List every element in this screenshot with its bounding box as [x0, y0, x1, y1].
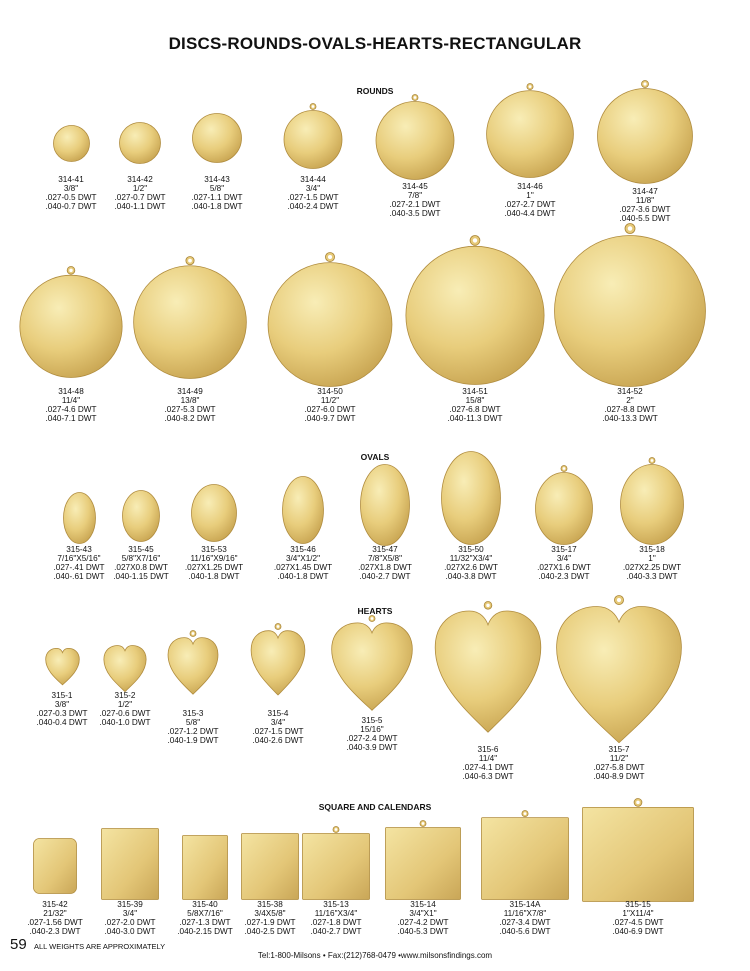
caption-w027: .027-4.1 DWT — [462, 763, 514, 772]
caption-w040: .040-3.3 DWT — [626, 572, 678, 581]
heart-blank-315-1 — [45, 648, 80, 686]
weights-note: ALL WEIGHTS ARE APPROXIMATELY — [34, 942, 166, 951]
caption-code: 315-5 — [361, 716, 383, 725]
caption-size: 5/8" — [185, 718, 201, 727]
product-caption — [390, 182, 441, 218]
square-blank-315-14A — [481, 810, 569, 900]
oval-blank-315-43 — [63, 492, 96, 544]
circle-blank-314-42 — [119, 122, 161, 164]
caption-size: 11/16"X9/16" — [190, 554, 238, 563]
page-number: 59 — [10, 936, 27, 953]
product-caption — [165, 387, 216, 423]
oval-blank-315-45 — [122, 490, 160, 542]
product-caption — [115, 175, 166, 211]
caption-w040: .040-.61 DWT — [53, 572, 105, 581]
caption-size: 21/32" — [43, 909, 67, 918]
product-caption — [288, 175, 339, 211]
caption-w040: .040-1.8 DWT — [191, 202, 243, 211]
caption-w027: .027-1.9 DWT — [244, 918, 296, 927]
caption-size: 3/4"X1" — [409, 909, 437, 918]
heart-blank-315-6 — [433, 601, 543, 736]
oval-blank-315-17 — [535, 465, 593, 545]
product-caption — [537, 545, 591, 581]
caption-code: 315-13 — [323, 900, 349, 909]
caption-w040: .040-8.2 DWT — [164, 414, 216, 423]
caption-w040: .040-2.7 DWT — [359, 572, 411, 581]
contact-line: Tel:1-800-Milsons • Fax:(212)768-0479 •www.milsonsfindings.com — [257, 951, 493, 960]
caption-w027: .027-0.6 DWT — [99, 709, 151, 718]
caption-size: 11/8" — [635, 196, 655, 205]
heart-blank-315-7 — [554, 595, 684, 747]
caption-w040: .040-1.1 DWT — [114, 202, 166, 211]
caption-size: 1/2" — [117, 700, 133, 709]
product-caption — [185, 545, 243, 581]
circle-blank-314-43 — [192, 113, 242, 163]
caption-code: 315-7 — [608, 745, 630, 754]
product-caption — [444, 545, 498, 581]
caption-w040: .040-6.3 DWT — [462, 772, 514, 781]
caption-w027: .027-6.8 DWT — [449, 405, 501, 414]
caption-w027: .027X1.25 DWT — [184, 563, 244, 572]
caption-w027: .027-3.6 DWT — [619, 205, 671, 214]
caption-size: 5/8X7/16" — [187, 909, 223, 918]
caption-w027: .027-1.5 DWT — [252, 727, 304, 736]
caption-w027: .027-2.4 DWT — [346, 734, 398, 743]
circle-blank-314-46 — [486, 83, 574, 178]
product-caption — [463, 745, 514, 781]
product-caption — [46, 175, 97, 211]
section-title-hearts: HEARTS — [357, 606, 393, 616]
caption-size: 11/32"X3/4" — [449, 554, 493, 563]
square-blank-315-13 — [302, 826, 370, 900]
caption-w040: .040-2.3 DWT — [538, 572, 590, 581]
caption-w040: .040-2.5 DWT — [244, 927, 296, 936]
caption-code: 314-45 — [402, 182, 428, 191]
caption-w040: .040-3.9 DWT — [346, 743, 398, 752]
caption-size: 11/16"X7/8" — [503, 909, 547, 918]
caption-code: 314-41 — [58, 175, 84, 184]
caption-w040: .040-0.7 DWT — [45, 202, 97, 211]
product-caption — [505, 182, 556, 218]
heart-blank-315-4 — [250, 623, 306, 697]
caption-size: 5/8" — [209, 184, 225, 193]
circle-blank-314-51 — [405, 235, 545, 385]
caption-code: 315-50 — [458, 545, 484, 554]
caption-w040: .040-3.0 DWT — [104, 927, 156, 936]
caption-size: 13/8" — [180, 396, 200, 405]
caption-w040: .040-5.6 DWT — [499, 927, 551, 936]
caption-code: 315-17 — [551, 545, 577, 554]
caption-w027: .027-2.0 DWT — [104, 918, 156, 927]
caption-w040: .040-1.8 DWT — [188, 572, 240, 581]
product-caption — [54, 545, 105, 581]
square-blank-315-15 — [582, 798, 694, 902]
circle-blank-314-49 — [131, 256, 249, 379]
caption-w040: .040-1.9 DWT — [167, 736, 219, 745]
heart-blank-315-3 — [167, 630, 219, 696]
caption-code: 315-46 — [290, 545, 316, 554]
caption-code: 314-52 — [617, 387, 643, 396]
caption-code: 314-44 — [300, 175, 326, 184]
product-caption — [46, 387, 97, 423]
caption-w040: .040-1.0 DWT — [99, 718, 151, 727]
caption-w040: .040-6.9 DWT — [612, 927, 664, 936]
oval-blank-315-18 — [620, 457, 684, 545]
caption-code: 315-43 — [66, 545, 92, 554]
caption-code: 315-53 — [201, 545, 227, 554]
caption-w040: .040-1.15 DWT — [113, 572, 169, 581]
caption-w040: .040-2.4 DWT — [287, 202, 339, 211]
caption-size: 11/2" — [609, 754, 629, 763]
caption-w040: .040-8.9 DWT — [593, 772, 645, 781]
caption-w040: .040-2.15 DWT — [177, 927, 233, 936]
product-caption — [613, 900, 664, 936]
caption-w027: .027-4.2 DWT — [397, 918, 449, 927]
caption-w027: .027-5.8 DWT — [593, 763, 645, 772]
circle-blank-314-47 — [595, 80, 695, 184]
caption-w027: .027-1.1 DWT — [191, 193, 243, 202]
caption-size: 2" — [626, 396, 634, 405]
caption-size: 7/16"X5/16" — [57, 554, 101, 563]
caption-w027: .027X1.8 DWT — [358, 563, 412, 572]
caption-w027: .027-5.3 DWT — [164, 405, 216, 414]
caption-w027: .027X0.8 DWT — [114, 563, 168, 572]
caption-code: 314-46 — [517, 182, 543, 191]
caption-size: 3/4" — [305, 184, 321, 193]
caption-w027: .027-2.7 DWT — [504, 200, 556, 209]
caption-w040: .040-13.3 DWT — [602, 414, 658, 423]
page-title: DISCS-ROUNDS-OVALS-HEARTS-RECTANGULAR — [168, 34, 582, 53]
caption-w027: .027-2.1 DWT — [389, 200, 441, 209]
caption-size: 1" — [648, 554, 656, 563]
product-caption — [168, 709, 219, 745]
caption-code: 314-48 — [58, 387, 84, 396]
circle-blank-314-52 — [554, 223, 706, 388]
oval-blank-315-46 — [282, 476, 324, 544]
caption-code: 315-6 — [477, 745, 499, 754]
oval-blank-315-47 — [360, 464, 410, 546]
caption-size: 3/4" — [556, 554, 572, 563]
product-caption — [347, 716, 398, 752]
caption-w027: .027-6.0 DWT — [304, 405, 356, 414]
caption-w027: .027X2.25 DWT — [622, 563, 682, 572]
caption-size: 3/4X5/8" — [254, 909, 286, 918]
caption-code: 315-14A — [509, 900, 541, 909]
caption-w040: .040-2.7 DWT — [310, 927, 362, 936]
product-caption — [311, 900, 362, 936]
caption-w027: .027-1.8 DWT — [310, 918, 362, 927]
product-caption — [594, 745, 645, 781]
caption-w040: .040-5.3 DWT — [397, 927, 449, 936]
caption-w027: .027-0.3 DWT — [36, 709, 88, 718]
product-caption — [100, 691, 151, 727]
caption-code: 314-47 — [632, 187, 658, 196]
product-caption — [177, 900, 233, 936]
caption-code: 314-43 — [204, 175, 230, 184]
caption-w027: .027-3.4 DWT — [499, 918, 551, 927]
caption-code: 315-38 — [257, 900, 283, 909]
caption-size: 3/8" — [63, 184, 79, 193]
caption-w027: .027-4.5 DWT — [612, 918, 664, 927]
caption-code: 315-47 — [372, 545, 398, 554]
caption-w040: .040-2.6 DWT — [252, 736, 304, 745]
caption-w027: .027-4.6 DWT — [45, 405, 97, 414]
caption-w040: .040-1.8 DWT — [277, 572, 329, 581]
caption-code: 315-3 — [182, 709, 204, 718]
caption-size: 11/4" — [478, 754, 498, 763]
caption-size: 3/4" — [270, 718, 286, 727]
caption-size: 1"X11/4" — [622, 909, 654, 918]
caption-size: 11/16"X3/4" — [314, 909, 358, 918]
caption-size: 1" — [526, 191, 534, 200]
caption-w027: .027-0.5 DWT — [45, 193, 97, 202]
caption-code: 315-1 — [51, 691, 73, 700]
caption-size: 15/8" — [465, 396, 485, 405]
product-caption — [105, 900, 156, 936]
caption-code: 314-50 — [317, 387, 343, 396]
heart-blank-315-2 — [103, 645, 147, 693]
caption-w027: .027-1.56 DWT — [27, 918, 83, 927]
product-caption — [623, 545, 681, 581]
caption-code: 314-51 — [462, 387, 488, 396]
caption-code: 315-40 — [192, 900, 218, 909]
caption-w040: .040-3.8 DWT — [445, 572, 497, 581]
caption-code: 315-45 — [128, 545, 154, 554]
product-caption — [192, 175, 243, 211]
square-blank-315-38 — [241, 833, 299, 900]
product-caption — [305, 387, 356, 423]
caption-w027: .027X1.45 DWT — [273, 563, 333, 572]
caption-w040: .040-0.4 DWT — [36, 718, 88, 727]
oval-blank-315-50 — [441, 451, 501, 545]
caption-size: 3/4" — [122, 909, 138, 918]
product-caption — [398, 900, 449, 936]
caption-w040: .040-9.7 DWT — [304, 414, 356, 423]
circle-blank-314-41 — [53, 125, 90, 162]
caption-w040: .040-11.3 DWT — [447, 414, 503, 423]
product-caption — [620, 187, 671, 223]
product-caption — [113, 545, 169, 581]
caption-w040: .040-5.5 DWT — [619, 214, 671, 223]
product-caption — [274, 545, 332, 581]
caption-code: 315-2 — [114, 691, 136, 700]
square-blank-315-14 — [385, 820, 461, 900]
caption-w027: .027-0.7 DWT — [114, 193, 166, 202]
caption-w040: .040-4.4 DWT — [504, 209, 556, 218]
caption-code: 315-18 — [639, 545, 665, 554]
caption-w027: .027X1.6 DWT — [537, 563, 591, 572]
circle-blank-314-48 — [16, 266, 126, 378]
caption-w027: .027X2.6 DWT — [444, 563, 498, 572]
caption-code: 315-39 — [117, 900, 143, 909]
caption-w027: .027-.41 DWT — [53, 563, 105, 572]
product-caption — [500, 900, 551, 936]
caption-size: 1/2" — [132, 184, 148, 193]
product-caption — [37, 691, 88, 727]
product-caption — [245, 900, 296, 936]
caption-code: 315-42 — [42, 900, 68, 909]
section-title-ovals: OVALS — [360, 452, 390, 462]
caption-size: 3/8" — [54, 700, 70, 709]
caption-w040: .040-7.1 DWT — [45, 414, 97, 423]
product-caption — [448, 387, 503, 423]
caption-size: 7/8"X5/8" — [367, 554, 403, 563]
caption-size: 5/8"X7/16" — [121, 554, 161, 563]
caption-w027: .027-1.2 DWT — [167, 727, 219, 736]
caption-size: 7/8" — [407, 191, 423, 200]
circle-blank-314-50 — [265, 252, 395, 387]
caption-code: 315-15 — [625, 900, 651, 909]
heart-blank-315-5 — [330, 615, 414, 713]
caption-code: 314-42 — [127, 175, 153, 184]
caption-size: 11/2" — [320, 396, 340, 405]
square-blank-315-40 — [182, 835, 228, 900]
caption-w027: .027-1.5 DWT — [287, 193, 339, 202]
caption-size: 3/4"X1/2" — [285, 554, 321, 563]
caption-w040: .040-2.3 DWT — [29, 927, 81, 936]
caption-size: 11/4" — [61, 396, 81, 405]
caption-code: 314-49 — [177, 387, 203, 396]
caption-w040: .040-3.5 DWT — [389, 209, 441, 218]
section-title-rounds: ROUNDS — [356, 86, 394, 96]
oval-blank-315-53 — [191, 484, 237, 542]
circle-blank-314-45 — [375, 94, 455, 180]
circle-blank-314-44 — [282, 103, 344, 169]
product-caption — [358, 545, 412, 581]
caption-code: 315-4 — [267, 709, 289, 718]
product-caption — [27, 900, 83, 936]
caption-size: 15/16" — [360, 725, 384, 734]
product-caption — [602, 387, 658, 423]
square-blank-315-42 — [33, 838, 77, 894]
square-blank-315-39 — [101, 828, 159, 900]
caption-w027: .027-8.8 DWT — [604, 405, 656, 414]
product-caption — [253, 709, 304, 745]
caption-w027: .027-1.3 DWT — [179, 918, 231, 927]
caption-code: 315-14 — [410, 900, 436, 909]
section-title-squares: SQUARE AND CALENDARS — [318, 802, 432, 812]
